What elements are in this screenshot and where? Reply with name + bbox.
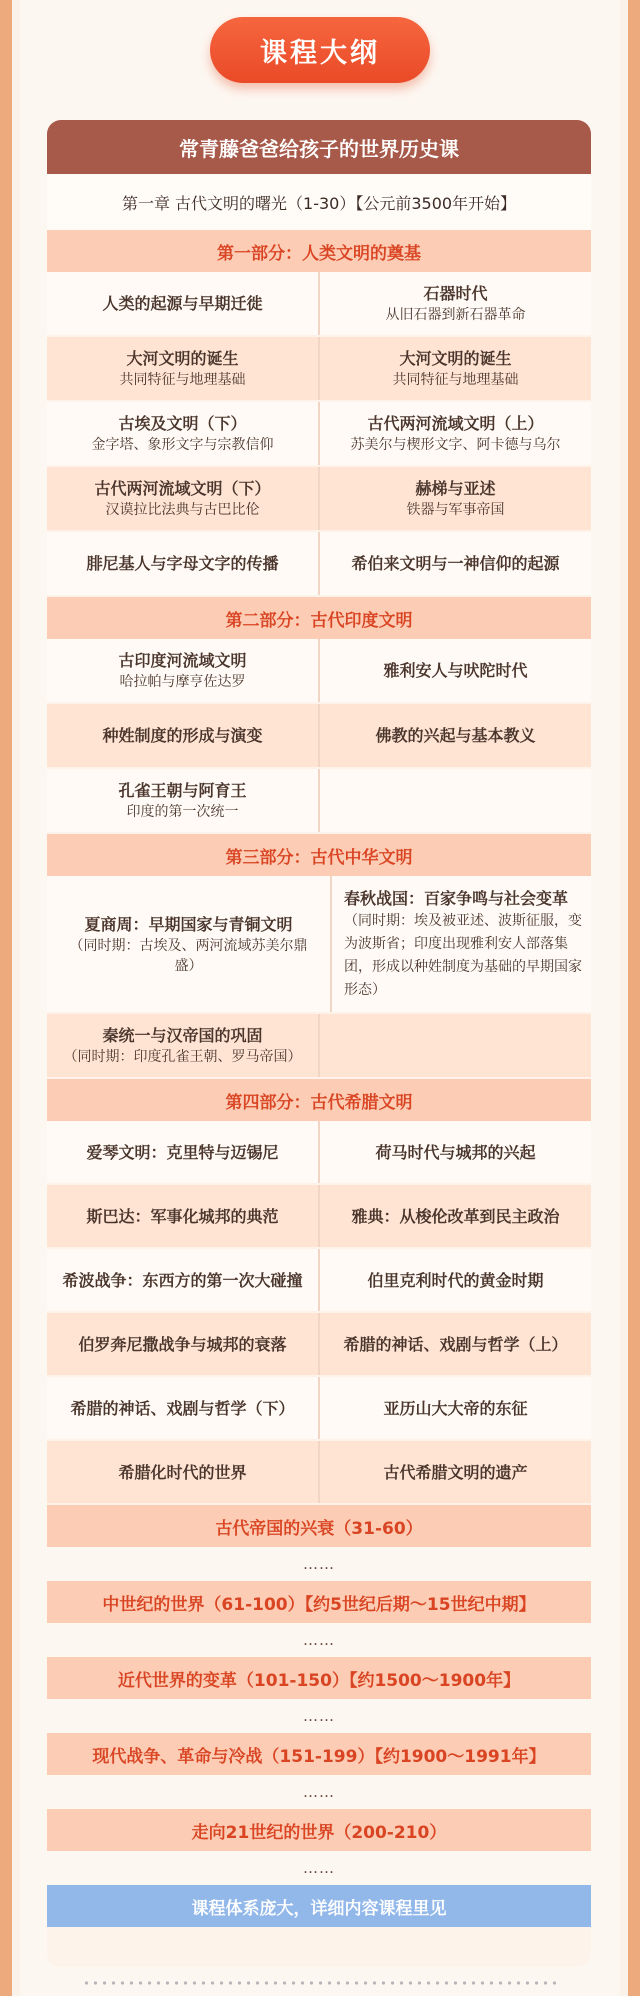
lesson-title: 石器时代 [423,284,488,303]
lesson-cell [318,639,591,702]
lesson-title: 夏商周：早期国家与青铜文明 [84,914,293,934]
lesson-title: 希波战争：东西方的第一次大碰撞 [62,1270,303,1290]
ellipsis: …… [47,1851,591,1885]
right-border-stripe [620,0,628,1996]
lesson-cell [47,1014,318,1077]
section-heading: 第三部分：古代中华文明 [47,834,591,876]
lesson-title: 种姓制度的形成与演变 [102,726,263,745]
table-bottom-padding [47,1927,591,1967]
chapter-heading: 第一章 古代文明的曙光（1-30）【公元前3500年开始】 [47,174,591,230]
lesson-cell [318,1313,591,1375]
lesson-row [47,1014,591,1079]
section-heading: 第二部分：古代印度文明 [47,597,591,639]
lesson-cell [47,532,318,595]
lesson-cell [318,1121,591,1183]
lesson-row [47,1249,591,1313]
lesson-title: 秦统一与汉帝国的巩固 [102,1026,263,1045]
lesson-row [47,532,591,597]
lesson-cell [318,1441,591,1503]
lesson-title: 腓尼基人与字母文字的传播 [86,554,279,573]
lesson-row [47,876,591,1014]
chapter-band: 中世纪的世界（61-100）【约5世纪后期～15世纪中期】 [47,1581,591,1623]
lesson-title: 大河文明的诞生 [399,349,512,368]
lesson-title: 佛教的兴起与基本教义 [375,726,536,745]
lesson-title: 亚历山大大帝的东征 [383,1398,528,1418]
lesson-cell [47,272,318,335]
lesson-row [47,1313,591,1377]
lesson-cell [47,402,318,465]
lesson-title: 斯巴达：军事化城邦的典范 [86,1206,279,1226]
lesson-subtitle: 哈拉帕与摩亨佐达罗 [119,674,246,690]
lesson-cell [47,467,318,530]
lesson-row [47,1377,591,1441]
lesson-cell [330,876,591,1012]
lesson-cell [47,1441,318,1503]
lesson-cell [47,1313,318,1375]
lesson-cell [47,704,318,767]
ellipsis: …… [47,1775,591,1809]
lesson-subtitle: 铁器与军事帝国 [406,502,505,518]
page-title: 课程大纲 [210,17,430,83]
lesson-row [47,1185,591,1249]
lesson-cell [47,639,318,702]
dotted-divider [82,1981,558,1985]
lesson-cell [318,532,591,595]
lesson-subtitle: 苏美尔与楔形文字、阿卡德与乌尔 [350,437,561,453]
lesson-title: 人类的起源与早期迁徙 [102,294,263,313]
lesson-subtitle: 汉谟拉比法典与古巴比伦 [105,502,260,518]
lesson-subtitle: （同时期：古埃及、两河流域苏美尔鼎盛） [69,937,308,974]
chapter-band: 近代世界的变革（101-150）【约1500～1900年】 [47,1657,591,1699]
lesson-title: 希腊化时代的世界 [118,1462,247,1482]
lesson-title: 伯罗奔尼撒战争与城邦的衰落 [78,1334,287,1354]
lesson-subtitle: 共同特征与地理基础 [392,372,519,388]
lesson-title: 古代两河流域文明（上） [367,414,544,433]
lesson-row [47,769,591,834]
lesson-title: 伯里克利时代的黄金时期 [367,1270,544,1290]
chapter-band: 古代帝国的兴衰（31-60） [47,1505,591,1547]
section-heading: 第一部分：人类文明的奠基 [47,230,591,272]
lesson-cell [318,272,591,335]
lesson-title: 雅利安人与吠陀时代 [383,661,528,680]
lesson-title: 希腊的神话、戏剧与哲学（上） [343,1334,568,1354]
lesson-row [47,272,591,337]
lesson-subtitle: （同时期：印度孔雀王朝、罗马帝国） [63,1049,302,1065]
ellipsis: …… [47,1623,591,1657]
lesson-title: 赫梯与亚述 [415,479,496,498]
lesson-title: 雅典：从梭伦改革到民主政治 [351,1206,560,1226]
lesson-title: 古代希腊文明的遗产 [383,1462,528,1482]
lesson-title: 孔雀王朝与阿育王 [118,781,247,800]
course-title: 常青藤爸爸给孩子的世界历史课 [47,120,591,174]
lesson-title: 希伯来文明与一神信仰的起源 [351,554,560,573]
lesson-row [47,402,591,467]
lesson-cell [318,467,591,530]
lesson-cell [47,1185,318,1247]
lesson-subtitle: 从旧石器到新石器革命 [385,307,526,323]
lesson-cell-empty [318,769,591,832]
lesson-row [47,1441,591,1505]
lesson-row [47,467,591,532]
lesson-cell [47,1121,318,1183]
lesson-cell [318,1249,591,1311]
lesson-title: 希腊的神话、戏剧与哲学（下） [70,1398,295,1418]
lesson-cell [47,769,318,832]
left-border-stripe [12,0,20,1996]
lesson-title: 大河文明的诞生 [126,349,239,368]
lesson-title: 古印度河流域文明 [118,651,247,670]
lesson-row [47,639,591,704]
lesson-row [47,1121,591,1185]
lesson-cell [318,337,591,400]
ellipsis: …… [47,1547,591,1581]
lesson-subtitle: 共同特征与地理基础 [119,372,246,388]
lesson-subtitle: 金字塔、象形文字与宗教信仰 [91,437,274,453]
lesson-subtitle: （同时期：埃及被亚述、波斯征服，变为波斯省；印度出现雅利安人部落集团，形成以种姓制度为基础的早期国家形态） [344,912,582,998]
lesson-cell [318,1377,591,1439]
lesson-cell [47,1377,318,1439]
lesson-row [47,337,591,402]
lesson-row [47,704,591,769]
lesson-cell [318,704,591,767]
lesson-title: 荷马时代与城邦的兴起 [375,1142,536,1162]
footer-note: 课程体系庞大，详细内容课程里见 [47,1885,591,1927]
chapter-band: 走向21世纪的世界（200-210） [47,1809,591,1851]
lesson-cell [47,1249,318,1311]
lesson-subtitle: 印度的第一次统一 [126,804,239,820]
lesson-title: 春秋战国：百家争鸣与社会变革 [344,888,569,908]
chapter-band: 现代战争、革命与冷战（151-199）【约1900～1991年】 [47,1733,591,1775]
lesson-title: 爱琴文明：克里特与迈锡尼 [86,1142,279,1162]
section-heading: 第四部分：古代希腊文明 [47,1079,591,1121]
lesson-title: 古埃及文明（下） [118,414,247,433]
lesson-cell [47,337,318,400]
lesson-cell [47,876,330,1012]
lesson-title: 古代两河流域文明（下） [94,479,271,498]
lesson-cell-empty [318,1014,591,1077]
ellipsis: …… [47,1699,591,1733]
lesson-cell [318,402,591,465]
syllabus-table [47,174,591,1967]
lesson-cell [318,1185,591,1247]
